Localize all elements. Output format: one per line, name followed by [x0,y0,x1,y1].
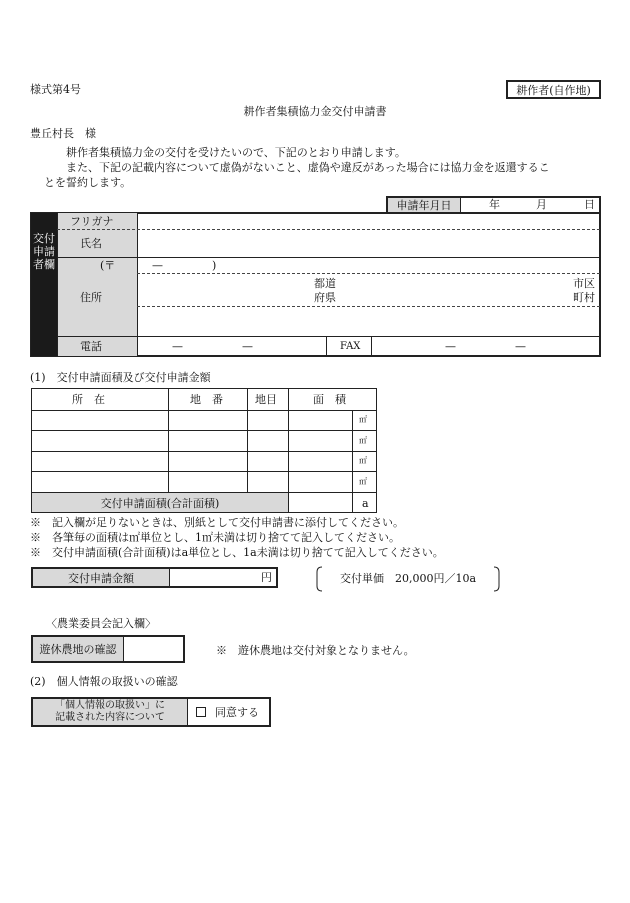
phone-label: 電話 [80,340,102,353]
section2-heading: (2) 個人情報の取扱いの確認 [30,675,178,688]
amount-label: 交付申請金額 [68,571,134,585]
amount-label-cell [33,569,170,586]
column-land-type: 地目 [255,393,277,406]
postal-input[interactable] [115,258,210,272]
name-input[interactable] [138,231,600,256]
note-2: ※ 各筆毎の面積は㎡単位とし、1㎡未満は切り捨てて記入してください。 [30,531,400,544]
column-area: 面 積 [313,393,346,406]
total-area-label: 交付申請面積(合計面積) [100,496,220,510]
row-line-3 [32,451,376,452]
address-input-2[interactable] [138,308,600,335]
unit-price: 交付単価 20,000円／10a [340,572,477,585]
committee-heading: 〈農業委員会記入欄〉 [46,617,156,630]
committee-label-cell [33,637,124,661]
consent-label-cell [33,699,188,725]
committee-note: ※ 遊休農地は交付対象となりません。 [216,644,415,657]
unit-m2: ㎡ [359,477,367,486]
furigana-label: フリガナ [70,215,114,228]
idle-farmland-input[interactable] [125,637,183,661]
phone-dash-1: — [172,340,183,353]
col-line-4 [352,410,353,512]
address-label: 住所 [80,291,102,304]
unit-m2: ㎡ [359,436,367,445]
name-label: 氏名 [80,237,102,250]
fax-dash-1: — [445,340,456,353]
consent-label-2: 記載された内容について [55,712,165,723]
row-line-4 [32,471,376,472]
city-label-1: 市区 [573,277,595,290]
prefecture-label-1: 都道 [314,277,336,290]
intro-line-1: 耕作者集積協力金の交付を受けたいので、下記のとおり申請します。 [66,146,406,159]
prefecture-label-2: 府県 [314,291,336,304]
addressee: 豊丘村長 様 [30,127,96,140]
date-month[interactable]: 月 [536,198,547,211]
category-label: 耕作者(自作地) [516,83,591,97]
row-line-1 [32,410,376,411]
amount-input[interactable] [171,569,261,586]
fax-dash-2: — [515,340,526,353]
note-3: ※ 交付申請面積(合計面積)はa単位とし、1a未満は切り捨てて記入してください。 [30,546,444,559]
total-area-input[interactable] [290,494,351,511]
postal-separator [137,273,600,274]
phone-dash-2: — [242,340,253,353]
address-bottom [57,336,600,337]
postal-suffix: ) [212,259,217,272]
col-line-1 [168,389,169,493]
furigana-separator [57,229,600,230]
form-number: 様式第4号 [30,83,81,96]
fax-input[interactable] [372,338,600,355]
section1-heading: (1) 交付申請面積及び交付申請金額 [30,371,211,384]
amount-unit: 円 [261,571,272,584]
column-location: 所 在 [72,393,105,406]
fax-divider-left [326,337,327,356]
unit-m2: ㎡ [359,456,367,465]
form-title: 耕作者集積協力金交付申請書 [243,105,387,118]
address-separator [137,306,600,307]
postal-dash: — [152,259,163,272]
side-divider [57,213,58,356]
category-box [506,80,601,99]
address-input[interactable] [138,275,600,305]
date-day[interactable]: 日 [584,198,595,211]
consent-checkbox[interactable] [196,707,206,717]
intro-line-3: とを誓約します。 [44,176,132,189]
unit-m2: ㎡ [359,415,367,424]
postal-prefix: (〒 [100,259,116,272]
unit-a: a [362,497,369,510]
intro-line-2: また、下記の記載内容について虚偽がないこと、虚偽や違反があった場合には協力金を返還するこ [66,161,550,174]
row-line-2 [32,430,376,431]
fax-label: FAX [340,341,361,352]
city-label-2: 町村 [573,291,595,304]
date-label: 申請年月日 [396,199,452,212]
furigana-input[interactable] [138,214,600,228]
consent-label-1: 「個人情報の取扱い」に [55,700,165,711]
date-year[interactable]: 年 [489,198,500,211]
label-column [57,213,137,356]
total-area-label-cell [32,493,288,512]
idle-farmland-label: 遊休農地の確認 [39,643,117,656]
column-lot-number: 地 番 [190,393,223,406]
consent-checkbox-label: 同意する [215,706,259,719]
applicant-side-label: 交付申請者欄 [33,232,55,271]
date-label-cell [386,196,461,213]
phone-input[interactable] [138,338,325,355]
note-1: ※ 記入欄が足りないときは、別紙として交付申請書に添付してください。 [30,516,404,529]
unit-price-bracket [316,566,500,592]
col-line-2 [247,389,248,493]
